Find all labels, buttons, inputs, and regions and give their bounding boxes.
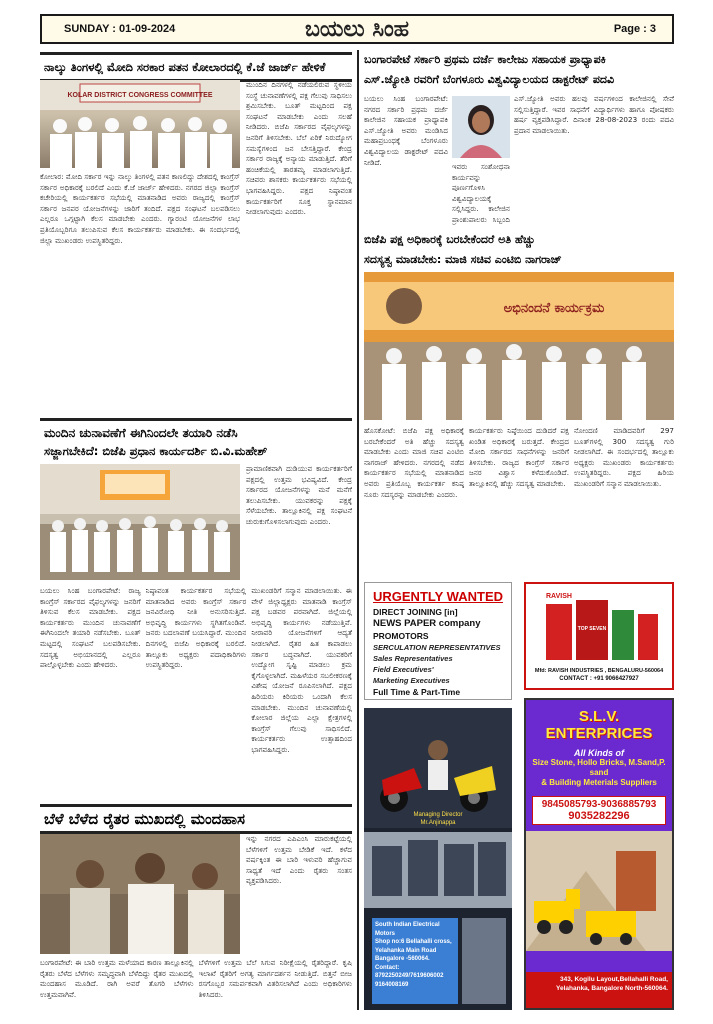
photo-bjp-meeting (40, 464, 240, 580)
article-text: ಎಸ್.ಜ್ಯೋತಿ ಅವರು ಹಲವು ವರ್ಷಗಳಿಂದ ಕಾಲೇಜಿನಲ್ಲಿ ಸೇವೆ ಸಲ್ಲಿಸುತ್ತಿದ್ದಾರೆ. ಇವರ ಸಾಧನೆಗೆ ವಿದ್ಯಾರ್ಥಿಗಳು ಹಾಗೂ ಪೋಷಕರು ಹರ್ಷ ವ್ಯಕ್ತಪಡಿಸಿದ್ದಾರೆ. ದಿನಾಂಕ 28-08-2023 ರಂದು ಪದವಿ ಪ್ರದಾನ ಮಾಡಲಾಯಿತು. (514, 94, 674, 135)
article-jyothi-body-3 (514, 94, 674, 226)
article-modi-body-2 (246, 80, 352, 412)
photo-congress-meeting (40, 80, 240, 168)
ad-item: Field Executives' (373, 665, 434, 674)
ad-contact: 8792250249/7619606002 (375, 973, 444, 979)
article-farmers-side (246, 834, 352, 954)
article-text: ನೋಂದಣಿ ಮಾಡಿದವರಿಗೆ 297 ಬೂತ್‌ಗಳಲ್ಲಿ 300 ಸದಸ್ಯತ್ವ ಗುರಿ ನೀಡಲಾಗಿದೆ. ಈ ಸಂದರ್ಭದಲ್ಲಿ ತಾಲ್ಲೂಕು ಅಧ್ಯಕ್ಷರು ಮುಖಂಡರು ಕಾರ್ಯಕರ್ತರು ಉಪಸ್ಥಿತರಿದ್ದರು. ಪಕ್ಷದ ಹಿರಿಯ ಮುಖಂಡರಿಗೆ ಸನ್ಮಾನ ಮಾಡಲಾಯಿತು. (574, 426, 674, 488)
ad-mfd: Mfd: RAVISH INDUSTRIES , BENGALURU-560064 (534, 668, 664, 674)
ad-owner: Managing Director (413, 812, 463, 818)
ad-slv-enterprices (524, 698, 674, 1010)
ad-address: Bangalore -560064. (375, 956, 430, 962)
photo-jyothi (452, 96, 510, 158)
ad-contact: 9164008169 (375, 981, 409, 988)
article-text: ಬಯಲು ಸಿಂಹ ಬಂಗಾರಪೇಟೆ: ನಗರದ ಸರ್ಕಾರಿ ಪ್ರಥಮ ದರ್ಜೆ ಕಾಲೇಜಿನ ಸಹಾಯಕ ಪ್ರಾಧ್ಯಾಪಕಿ ಎಸ್.ಜ್ಯೋತಿ ಅವರು ಮಂಡಿಸಿದ ಮಹಾಪ್ರಬಂಧಕ್ಕೆ ಬೆಂಗಳೂರು ವಿಶ್ವವಿದ್ಯಾಲಯ ಡಾಕ್ಟರೇಟ್ ಪದವಿ ನೀಡಿದೆ. (364, 94, 448, 167)
ad-line: DIRECT JOINING [in] (373, 607, 458, 617)
headline-farmers-smile: ಬೆಳೆ ಬೆಳೆದ ರೈತರ ಮುಖದಲ್ಲಿ ಮಂದಹಾಸ (40, 804, 352, 834)
article-text: ಮುಖಂಡರಿಗೆ ಸನ್ಮಾನ ಮಾಡಲಾಯಿತು. ಈ ವೇಳೆ ಜಿಲ್ಲಾಧ್ಯಕ್ಷರು ಮಾತನಾಡಿ ಕಾಂಗ್ರೆಸ್ ಪಕ್ಷ ಬಡವರ ಪರವಾಗಿದೆ. ಜಿಲ್ಲೆಯಲ್ಲಿ ಅಭಿವೃದ್ಧಿ ಕಾರ್ಯಗಳು ನಡೆಯುತ್ತಿವೆ. ನೀರಾವರಿ ಯೋಜನೆಗಳಿಗೆ ಆದ್ಯತೆ ನೀಡಲಾಗಿದೆ. ರೈತರ ಹಿತ ಕಾಪಾಡಲು ಸರ್ಕಾರ ಬದ್ಧವಾಗಿದೆ. ಯುವಕರಿಗೆ ಉದ್ಯೋಗ ಸೃಷ್ಟಿ ಮಾಡಲು ಕ್ರಮ ಕೈಗೊಳ್ಳಲಾಗಿದೆ. ಮಹಿಳೆಯರ ಸಬಲೀಕರಣಕ್ಕೆ ವಿಶೇಷ ಯೋಜನೆ ರೂಪಿಸಲಾಗಿದೆ. ಪಕ್ಷದ ಹಿರಿಯರು ಕಿರಿಯರು ಒಂದಾಗಿ ಕೆಲಸ ಮಾಡಬೇಕು. ಮುಂದಿನ ಚುನಾವಣೆಯಲ್ಲಿ ಕೋಲಾರ ಜಿಲ್ಲೆಯ ಎಲ್ಲಾ ಕ್ಷೇತ್ರಗಳಲ್ಲಿ ಕಾಂಗ್ರೆಸ್ ಗೆಲುವು ಸಾಧಿಸಲಿದೆ. ಕಾರ್ಯಕರ್ತರು ಉತ್ಸಾಹದಿಂದ ಭಾಗವಹಿಸಿದ್ದರು. (251, 586, 353, 754)
scooter-showroom-image (364, 708, 512, 908)
headline-election-prep: ಮಂದಿನ ಚುನಾವಣೆಗೆ ಈಗಿನಿಂದಲೇ ತಯಾರಿ ನಡೆಸಿ (40, 418, 352, 445)
ad-urgently-wanted (364, 582, 512, 700)
masthead (40, 14, 674, 44)
ad-contact (373, 698, 503, 700)
article-text: ಬಂಗಾರಪೇಟೆ: ಈ ಬಾರಿ ಉತ್ತಮ ಮಳೆಯಾದ ಕಾರಣ ತಾಲ್ಲೂಕಿನಲ್ಲಿ ರೈತರು ಬೆಳೆದ ಬೆಳೆಗಳು ಸಮೃದ್ಧವಾಗಿ ಬೆಳೆದಿದ್ದು ರೈತರ ಮುಖದಲ್ಲಿ ಮಂದಹಾಸ ಮೂಡಿದೆ. ರಾಗಿ ಅವರೆ ತೊಗರಿ ಬೆಳೆಗಳು ಉತ್ತಮವಾಗಿವೆ. (40, 958, 194, 999)
ad-phone: 9035282296 (568, 810, 630, 822)
newspaper-page (34, 8, 680, 1016)
photo-bjp-event (364, 272, 674, 420)
article-text: ಬಯಲು ಸಿಂಹ ಬಂಗಾರಪೇಟೆ: ರಾಜ್ಯ ಕಾಂಗ್ರೆಸ್ ಸರ್ಕಾರದ ವೈಫಲ್ಯಗಳನ್ನು ಜನರಿಗೆ ತಿಳಿಸುವ ಕೆಲಸ ಮಾಡಬೇಕು. ಪಕ್ಷದ ಕಾರ್ಯಕರ್ತರು ಮುಂದಿನ ಚುನಾವಣೆಗೆ ಈಗಿನಿಂದಲೇ ತಯಾರಿ ನಡೆಸಬೇಕು. ಬೂತ್ ಮಟ್ಟದಲ್ಲಿ ಸಂಘಟನೆ ಬಲಪಡಿಸಬೇಕು. ಸದಸ್ಯತ್ವ ಅಭಿಯಾನದಲ್ಲಿ ಎಲ್ಲರೂ ಪಾಲ್ಗೊಳ್ಳಬೇಕು ಎಂದು ಹೇಳಿದರು. (40, 586, 141, 670)
event-banner-text: ಅಭಿನಂದನೆ ಕಾರ್ಯಕ್ರಮ (503, 301, 605, 316)
ad-owner-name: Mr.Anjinappa (420, 820, 456, 826)
banner-text: KOLAR DISTRICT CONGRESS COMMITTEE (67, 92, 213, 99)
article-bjp-body-side (246, 464, 352, 580)
ad-phone: 9845085793-9036885793 (541, 799, 657, 810)
ad-subtitle: Size Stone, Hollo Bricks, M.Sand,P. sand (532, 758, 666, 777)
subhead-bv-mahesh: ಸಜ್ಜಾಗಬೇಕಿದೆ: ಬಿಜೆಪಿ ಪ್ರಧಾನ ಕಾರ್ಯದರ್ಶಿ ಬಿ.ವಿ.ಮಹೇಶ್ (44, 444, 268, 458)
ad-line: NEWS PAPER company (373, 618, 481, 629)
headline-mtb-1: ಬಿಜೆಪಿ ಪಕ್ಷ ಅಧಿಕಾರಕ್ಕೆ ಬರಬೇಕೆಂದರೆ ಅತಿ ಹೆಚ್ಚು (364, 233, 536, 246)
headline-modi-govt: ನಾಲ್ಕು ತಿಂಗಳಲ್ಲಿ ಮೋದಿ ಸರಕಾರ ಪತನ ಕೋಲಾರದಲ್ಲಿ ಕೆ.ಜೆ ಜಾರ್ಜ್ ಹೇಳಿಕೆ (40, 52, 352, 82)
article-mtb-body (364, 426, 674, 576)
issue-date: SUNDAY : 01-09-2024 (64, 23, 176, 35)
page-number: Page : 3 (613, 23, 656, 35)
article-jyothi-body-1 (364, 94, 448, 226)
ad-address: Yelahanka Main Road (375, 947, 437, 954)
article-text: ಹೊಸಕೋಟೆ: ಬಿಜೆಪಿ ಪಕ್ಷ ಅಧಿಕಾರಕ್ಕೆ ಬರಬೇಕೆಂದರೆ ಅತಿ ಹೆಚ್ಚು ಸದಸ್ಯತ್ವ ಮಾಡಬೇಕು ಎಂದು ಮಾಜಿ ಸಚಿವ ಎಂಟಿಬಿ ನಾಗರಾಜ್ ಹೇಳಿದರು. ನಗರದಲ್ಲಿ ನಡೆದ ಕಾರ್ಯಕರ್ತರ ಸಭೆಯಲ್ಲಿ ಮಾತನಾಡಿದ ಅವರು ಪ್ರತಿಯೊಬ್ಬ ಕಾರ್ಯಕರ್ತ ಕನಿಷ್ಠ ನೂರು ಸದಸ್ಯರನ್ನು ಮಾಡಬೇಕು ಎಂದರು. (364, 426, 464, 499)
construction-image (526, 831, 672, 951)
ad-item: Marketing Executives (373, 676, 450, 685)
ad-address: 343, Kogilu Layout,Bellahalli Road, (560, 976, 668, 983)
product-image (526, 584, 672, 664)
headline-jyothi-2: ಎಸ್.ಜ್ಯೋತಿ ರವರಿಗೆ ಬೆಂಗಳೂರು ವಿಶ್ವವಿದ್ಯಾಲಯದ ಡಾಕ್ಟರೇಟ್ ಪದವಿ (364, 73, 615, 86)
product-text: TOP SEVEN (577, 626, 607, 632)
ad-title: S.L.V. ENTERPRICES (545, 708, 653, 742)
article-text: ಇವರು ಸಂಶೋಧನಾ ಕಾರ್ಯವನ್ನು ಪೂರ್ಣಗೊಳಿಸಿ ವಿಶ್ವವಿದ್ಯಾಲಯಕ್ಕೆ ಸಲ್ಲಿಸಿದ್ದರು. ಕಾಲೇಜಿನ ಪ್ರಾಂಶುಪಾಲರು ಸಿಬ್ಬಂದಿ (452, 162, 510, 224)
newspaper-title: ಬಯಲು ಸಿಂಹ (304, 17, 410, 42)
article-bjp-body (40, 586, 352, 796)
ad-line: PROMOTORS (373, 631, 429, 641)
headline-mtb-2: ಸದಸ್ಯತ್ವ ಮಾಡಬೇಕು: ಮಾಜಿ ಸಚಿವ ಎಂಟಿಬಿ ನಾಗರಾಜ್ (364, 253, 562, 266)
ad-address-strip (526, 972, 672, 1008)
showroom-side-image (462, 918, 506, 1004)
headline-jyothi-1: ಬಂಗಾರಪೇಟೆ ಸರ್ಕಾರಿ ಪ್ರಥಮ ದರ್ಜೆ ಕಾಲೇಜು ಸಹಾಯಕ ಪ್ರಾಧ್ಯಾಪಕಿ (364, 53, 606, 66)
ad-line: Full Time & Part-Time (373, 687, 461, 697)
ad-address: Shop no:6 Bellahalli cross, (375, 939, 452, 945)
ad-business-name: South Indian Electrical Motors (375, 922, 440, 937)
ad-address: Yelahanka, Bangalore North-560064. (556, 985, 668, 992)
photo-farmers (40, 834, 240, 954)
article-text: ಕಾರ್ಯಕರ್ತರು ನಿಷ್ಠೆಯಿಂದ ದುಡಿದರೆ ಪಕ್ಷ ಖಂಡಿತ ಅಧಿಕಾರಕ್ಕೆ ಬರುತ್ತದೆ. ಕೇಂದ್ರದ ಮೋದಿ ಸರ್ಕಾರದ ಸಾಧನೆಗಳನ್ನು ಜನರಿಗೆ ತಿಳಿಸಬೇಕು. ರಾಜ್ಯದ ಕಾಂಗ್ರೆಸ್ ಸರ್ಕಾರ ಜನರ ವಿಶ್ವಾಸ ಕಳೆದುಕೊಂಡಿದೆ. ತಾಲ್ಲೂಕಿನಲ್ಲಿ ಹೆಚ್ಚು ಸದಸ್ಯತ್ವ ಮಾಡಬೇಕು. (469, 426, 569, 488)
ad-contact-label: Contact: (375, 964, 400, 971)
ad-phone-box (532, 796, 666, 825)
article-jyothi-body-2 (452, 162, 510, 226)
ad-subtitle: & Building Meterials Suppliers (541, 778, 657, 787)
ad-south-indian-electrical (364, 708, 512, 1010)
article-text: ಪ್ರಾಮಾಣಿಕವಾಗಿ ದುಡಿಯುವ ಕಾರ್ಯಕರ್ತರಿಗೆ ಪಕ್ಷದಲ್ಲಿ ಉತ್ತಮ ಭವಿಷ್ಯವಿದೆ. ಕೇಂದ್ರ ಸರ್ಕಾರದ ಯೋಜನೆಗಳನ್ನು ಮನೆ ಮನೆಗೆ ತಲುಪಿಸಬೇಕು. ಯುವಕರನ್ನು ಪಕ್ಷಕ್ಕೆ ಸೆಳೆಯಬೇಕು. ತಾಲ್ಲೂಕಿನಲ್ಲಿ ಪಕ್ಷ ಸಂಘಟನೆ ಚುರುಕುಗೊಳಿಸಲಾಗುವುದು ಎಂದರು. (246, 464, 352, 526)
brand-text: RAVISH (546, 593, 572, 600)
ad-address-box (372, 918, 458, 1004)
article-modi-body-1 (40, 172, 240, 412)
article-farmers-body (40, 958, 352, 1010)
article-text: ಕೋಲಾರ: ಮೋದಿ ಸರ್ಕಾರ ಇನ್ನು ನಾಲ್ಕು ತಿಂಗಳಲ್ಲಿ ಪತನ ಕಾಣಲಿದ್ದು ದೇಶದಲ್ಲಿ ಕಾಂಗ್ರೆಸ್ ಸರ್ಕಾರ ಅಧಿಕಾರಕ್ಕೆ ಬರಲಿದೆ ಎಂದು ಕೆ.ಜೆ ಜಾರ್ಜ್ ಹೇಳಿದರು. ನಗರದ ಜಿಲ್ಲಾ ಕಾಂಗ್ರೆಸ್ ಕಚೇರಿಯಲ್ಲಿ ಕಾರ್ಯಕರ್ತರ ಸಭೆಯಲ್ಲಿ ಮಾತನಾಡಿದ ಅವರು ರಾಜ್ಯದಲ್ಲಿ ಕಾಂಗ್ರೆಸ್ ಸರ್ಕಾರ ಜನಪರ ಯೋಜನೆಗಳನ್ನು ಜಾರಿಗೆ ತಂದಿದೆ. ಪಕ್ಷದ ಸಂಘಟನೆ ಬಲಪಡಿಸಲು ಎಲ್ಲರೂ ಒಗ್ಗಟ್ಟಾಗಿ ಕೆಲಸ ಮಾಡಬೇಕು ಎಂದರು. ಗ್ಯಾರಂಟಿ ಯೋಜನೆಗಳ ಲಾಭ ಪ್ರತಿಯೊಬ್ಬರಿಗೂ ತಲುಪಿಸುವ ಕೆಲಸ ಕಾರ್ಯಕರ್ತರು ಮಾಡಬೇಕು. ಈ ಸಂದರ್ಭದಲ್ಲಿ ಜಿಲ್ಲಾ ಮುಖಂಡರು ಉಪಸ್ಥಿತರಿದ್ದರು. (40, 172, 240, 245)
article-text: ಮುಂದಿನ ದಿನಗಳಲ್ಲಿ ನಡೆಯಲಿರುವ ಸ್ಥಳೀಯ ಸಂಸ್ಥೆ ಚುನಾವಣೆಗಳಲ್ಲಿ ಪಕ್ಷ ಗೆಲುವು ಸಾಧಿಸಲು ಶ್ರಮಿಸಬೇಕು. ಬೂತ್ ಮಟ್ಟದಿಂದ ಪಕ್ಷ ಸಂಘಟನೆ ಮಾಡಬೇಕು ಎಂದು ಸಲಹೆ ನೀಡಿದರು. ಬಿಜೆಪಿ ಸರ್ಕಾರದ ವೈಫಲ್ಯಗಳನ್ನು ಜನರಿಗೆ ತಿಳಿಸಬೇಕು. ಬೆಲೆ ಏರಿಕೆ ನಿರುದ್ಯೋಗ ಸಮಸ್ಯೆಗಳಿಂದ ಜನ ಬೇಸತ್ತಿದ್ದಾರೆ. ಕೇಂದ್ರ ಸರ್ಕಾರ ರಾಜ್ಯಕ್ಕೆ ಅನ್ಯಾಯ ಮಾಡುತ್ತಿದೆ. ತೆರಿಗೆ ಹಂಚಿಕೆಯಲ್ಲಿ ತಾರತಮ್ಯ ಮಾಡಲಾಗುತ್ತಿದೆ. ಸಚಿವರು ಶಾಸಕರು ಕಾರ್ಯಕರ್ತರು ಸಭೆಯಲ್ಲಿ ಭಾಗವಹಿಸಿದ್ದರು. ಪಕ್ಷದ ನಿಷ್ಠಾವಂತ ಕಾರ್ಯಕರ್ತರಿಗೆ ಸೂಕ್ತ ಸ್ಥಾನಮಾನ ನೀಡಲಾಗುವುದು ಎಂದರು. (246, 80, 352, 217)
ad-item: Sales Representatives (373, 654, 453, 663)
column-divider (357, 50, 359, 1010)
article-text: ನಿಷ್ಠಾವಂತ ಕಾರ್ಯಕರ್ತರ ಸಭೆಯಲ್ಲಿ ಮಾತನಾಡಿದ ಅವರು ಕಾಂಗ್ರೆಸ್ ಸರ್ಕಾರ ಜನವಿರೋಧಿ ನೀತಿ ಅನುಸರಿಸುತ್ತಿದೆ. ಅಭಿವೃದ್ಧಿ ಕಾರ್ಯಗಳು ಸ್ಥಗಿತಗೊಂಡಿವೆ. ಜನರು ಬದಲಾವಣೆ ಬಯಸಿದ್ದಾರೆ. ಮುಂದಿನ ದಿನಗಳಲ್ಲಿ ಬಿಜೆಪಿ ಅಧಿಕಾರಕ್ಕೆ ಬರಲಿದೆ. ತಾಲ್ಲೂಕು ಅಧ್ಯಕ್ಷರು ಪದಾಧಿಕಾರಿಗಳು ಉಪಸ್ಥಿತರಿದ್ದರು. (145, 586, 247, 670)
ad-item: SERCULATION REPRESENTATIVES (373, 643, 501, 652)
ad-ravish-industries (524, 582, 674, 690)
article-text: ಬೆಳೆಗಳಿಗೆ ಉತ್ತಮ ಬೆಲೆ ಸಿಗುವ ನಿರೀಕ್ಷೆಯಲ್ಲಿ ರೈತರಿದ್ದಾರೆ. ಕೃಷಿ ಇಲಾಖೆ ರೈತರಿಗೆ ಅಗತ್ಯ ಮಾರ್ಗದರ್ಶನ ನೀಡುತ್ತಿದೆ. ಬಿತ್ತನೆ ಬೀಜ ರಸಗೊಬ್ಬರ ಸಮರ್ಪಕವಾಗಿ ವಿತರಿಸಲಾಗಿದೆ ಎಂದು ಅಧಿಕಾರಿಗಳು ತಿಳಿಸಿದರು. (198, 958, 352, 999)
ad-title: URGENTLY WANTED (373, 589, 504, 604)
article-text: ಇನ್ನು ನಗರದ ಎಪಿಎಂಸಿ ಮಾರುಕಟ್ಟೆಯಲ್ಲಿ ಬೆಳೆಗಳಿಗೆ ಉತ್ತಮ ಬೇಡಿಕೆ ಇದೆ. ಕಳೆದ ವರ್ಷಕ್ಕಿಂತ ಈ ಬಾರಿ ಇಳುವರಿ ಹೆಚ್ಚಾಗುವ ಸಾಧ್ಯತೆ ಇದೆ ಎಂದು ರೈತರು ಸಂತಸ ವ್ಯಕ್ತಪಡಿಸಿದರು. (246, 834, 352, 886)
ad-contact: CONTACT : +91 9066427927 (559, 676, 639, 682)
ad-subtitle: All Kinds of (574, 748, 624, 758)
